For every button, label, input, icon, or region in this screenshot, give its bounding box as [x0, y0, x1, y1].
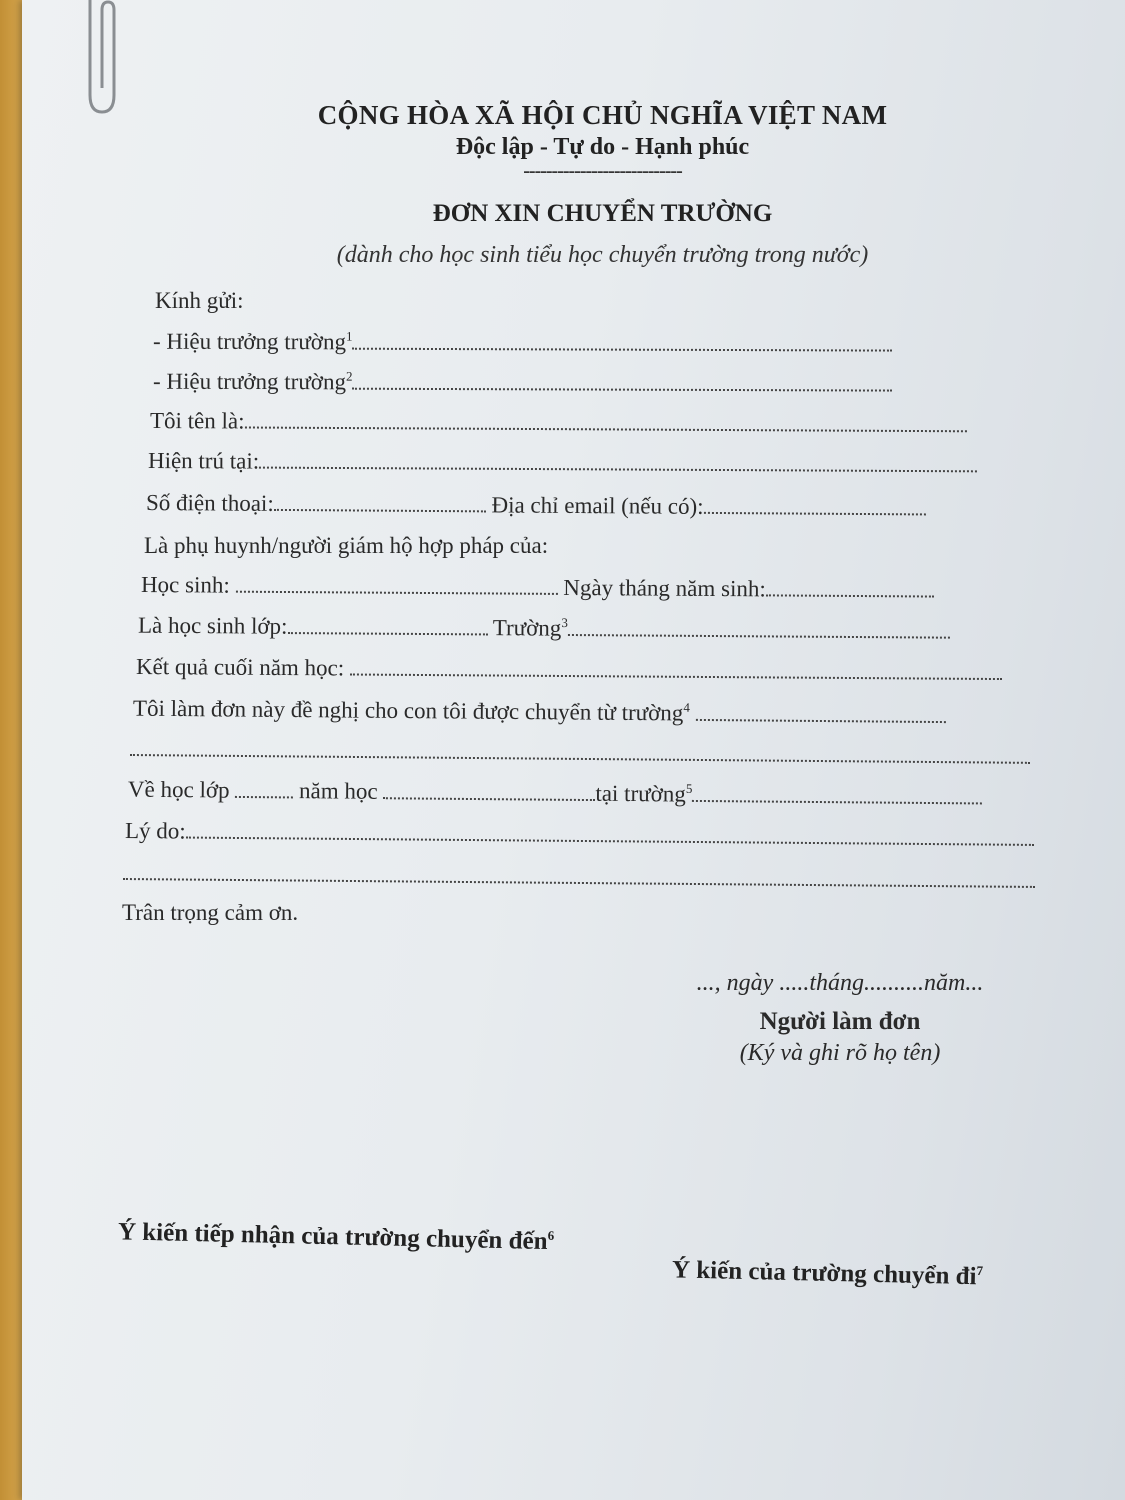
- principal-line-1[interactable]: - Hiệu trưởng trường$^1$: [153, 328, 893, 357]
- guardian-label: Là phụ huynh/người giám hộ hợp pháp của:: [144, 533, 549, 558]
- form-title: ĐƠN XIN CHUYỂN TRƯỜNG: [432, 200, 773, 227]
- school-year-field[interactable]: [383, 779, 595, 801]
- to-school-field[interactable]: [692, 782, 982, 805]
- class-field[interactable]: [287, 614, 487, 635]
- email-field[interactable]: [704, 494, 926, 516]
- thanks: Trân trọng cảm ơn.: [122, 900, 299, 925]
- student-name-field[interactable]: [236, 573, 558, 595]
- header-divider: ----------------------------: [523, 160, 682, 182]
- sending-school-opinion: Ý kiến của trường chuyển $đi^7$: [671, 1256, 984, 1291]
- class-line[interactable]: Là học sinh lớp: Trường$^3$: [138, 612, 950, 644]
- receiving-school-opinion: Ý kiến tiếp nhận của trường chuyển đến$^6$: [117, 1218, 555, 1256]
- transfer-line[interactable]: Về học lớp năm học tại trường$^5$: [128, 776, 983, 810]
- result-field[interactable]: [350, 655, 1002, 680]
- current-school-field[interactable]: [568, 616, 950, 639]
- reason-line[interactable]: Lý do:: [125, 818, 1034, 852]
- signer-label: Người làm đơn: [759, 1008, 921, 1035]
- motto: Độc lập - Tự do - Hạnh phúc: [455, 134, 750, 160]
- to-class-field[interactable]: [235, 778, 293, 799]
- from-school-field[interactable]: [696, 701, 946, 723]
- principal-1-field[interactable]: [352, 329, 892, 351]
- address-line[interactable]: Hiện trú tại:: [148, 448, 977, 478]
- contact-line[interactable]: Số điện thoại: Địa chỉ email (nếu có):: [146, 490, 926, 521]
- name-field[interactable]: [244, 408, 966, 432]
- name-line[interactable]: Tôi tên là:: [150, 408, 967, 438]
- phone-field[interactable]: [274, 491, 486, 512]
- dob-field[interactable]: [766, 576, 934, 597]
- date-line[interactable]: ..., ngày .....tháng..........năm...: [696, 970, 984, 996]
- request-line[interactable]: Tôi làm đơn này đề nghị cho con tôi được chuyển từ trường$^4$: [133, 695, 946, 729]
- form-subtitle: (dành cho học sinh tiểu học chuyển trường trong nước): [336, 242, 869, 268]
- address-field[interactable]: [259, 449, 977, 473]
- principal-line-2[interactable]: - Hiệu trưởng trường$^2$: [153, 368, 893, 397]
- result-line[interactable]: Kết quả cuối năm học:: [136, 654, 1002, 686]
- principal-2-field[interactable]: [352, 369, 892, 391]
- student-line[interactable]: Học sinh: Ngày tháng năm sinh:: [141, 572, 934, 604]
- nation-header: CỘNG HÒA XÃ HỘI CHỦ NGHĨA VIỆT NAM: [317, 100, 888, 130]
- sign-note: (Ký và ghi rõ họ tên): [739, 1040, 941, 1066]
- to-label: Kính gửi:: [155, 288, 244, 313]
